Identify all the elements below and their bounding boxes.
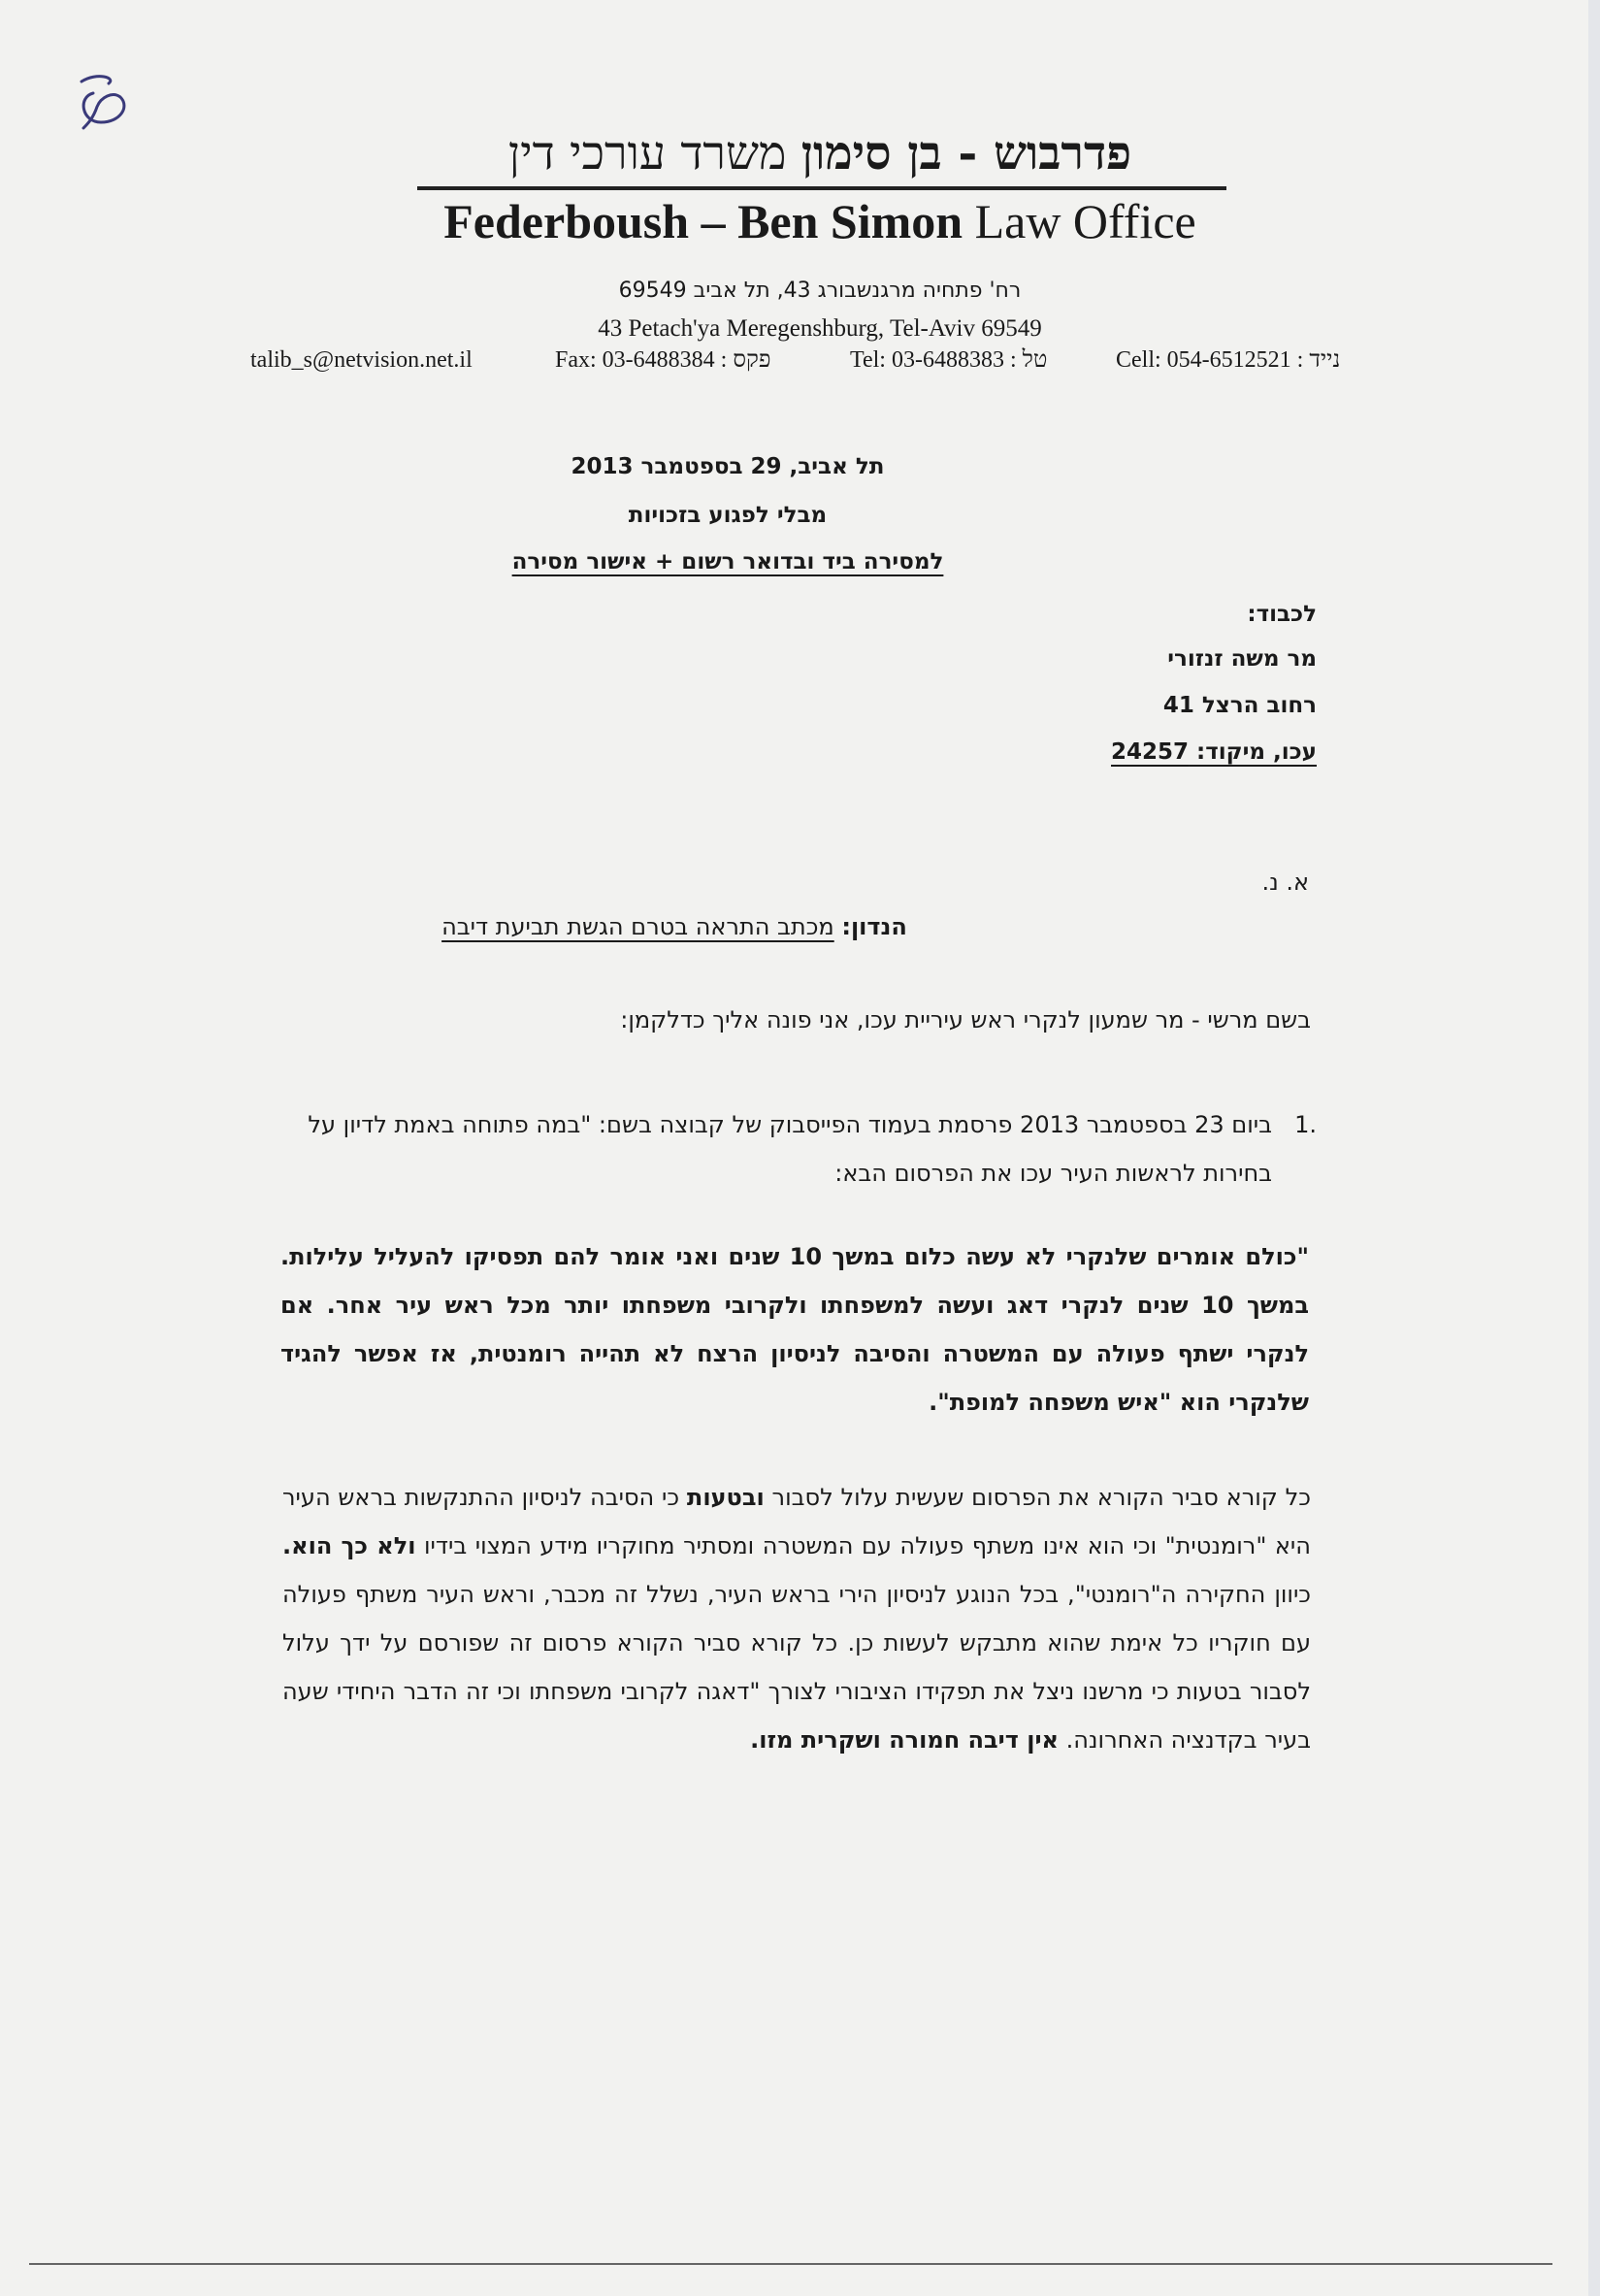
body-text-2: כי הסיבה לניסיון ההתנקשות בראש העיר היא "רומנטית" וכי הוא אינו משתף פעולה עם המשטרה ומסתיר מחוקריו מידע המצוי בידיו (282, 1484, 1311, 1559)
recipient-city: עכו, מיקוד: 24257 (1111, 739, 1317, 765)
firm-name-english-bold: Federboush – Ben Simon (443, 194, 963, 248)
cell-number: Cell: 054-6512521 : נייד (1116, 347, 1341, 373)
fax-number: Fax: 03-6488384 : פקס (555, 347, 771, 373)
firm-name-hebrew-rest: משרד עורכי דין (507, 126, 787, 180)
body-bold-2: ולא כך הוא. (282, 1532, 416, 1559)
body-text-3: כיוון החקירה ה"רומנטי", בכל הנוגע לניסיון הירי בראש העיר, נשלל זה מכבר, וראש העיר משתף פעולה עם חוקריו כל אימת שהוא מתבקש לעשות כן. כל קורא סביר הקורא פרסום זה שפורסם על ידך עלול לסבור בטעות כי מרשנו ניצל את תפקידו הציבורי לצורך "דאגה לקרובי משפחתו וכי זה הדבר היחידי שעה בעיר בקדנציה האחרונה. (282, 1581, 1311, 1754)
email-address: talib_s@netvision.net.il (250, 347, 473, 373)
body-bold-1: ובטעות (686, 1484, 765, 1511)
scan-edge (1588, 0, 1600, 2296)
list-item-number: .1 (1294, 1111, 1317, 1138)
body-paragraph (282, 1473, 1311, 1764)
salutation: א. נ. (1261, 869, 1309, 896)
list-item-text: ביום 23 בספטמבר 2013 פרסמת בעמוד הפייסבוק של קבוצה בשם: "במה פתוחה באמת לדיון על בחירות לראשות העיר עכו את הפרסום הבא: (308, 1111, 1272, 1187)
delivery-method: למסירה ביד ובדואר רשום + אישור מסירה (511, 549, 944, 574)
body-bold-3: אין דיבה חמורה ושקרית מזו. (750, 1726, 1059, 1754)
subject-label: הנדון: (841, 913, 907, 940)
date-line: תל אביב, 29 בספטמבר 2013 (571, 454, 885, 479)
firm-name-hebrew-bold: פדרבוש - בן סימון (800, 126, 1132, 180)
quoted-post: "כולם אומרים שלנקרי לא עשה כלום במשך 10 שנים ואני אומר להם תפסיקו להעליל עלילות. במשך 10 שנים לנקרי דאג ועשה למשפחתו ולקרובי משפחתו יותר מכל ראש עיר אחר. אם לנקרי ישתף פעולה עם המשטרה והסיבה לניסיון הרצח לא תהייה רומנטית, אז אפשר להגיד שלנקרי הוא "איש משפחה למופת". (280, 1243, 1310, 1416)
privilege-notice: מבלי לפגוע בזכויות (628, 503, 828, 528)
recipient-street: רחוב הרצל 41 (1162, 693, 1317, 718)
address-hebrew: רח' פתחיה מרגנשבורג 43, תל אביב 69549 (618, 279, 1022, 303)
firm-name-english (417, 190, 1223, 252)
intro-paragraph: בשם מרשי - מר שמעון לנקרי ראש עיריית עכו, אני פונה אליך כדלקמן: (620, 1006, 1311, 1033)
footer-rule (29, 2263, 1552, 2265)
subject-text: מכתב התראה בטרם הגשת תביעת דיבה (441, 913, 834, 940)
handwritten-mark-icon (68, 68, 146, 136)
body-text-1: כל קורא סביר הקורא את הפרסום שעשית עלול לסבור (771, 1484, 1311, 1511)
subject-line (320, 910, 1029, 943)
firm-name-hebrew (417, 124, 1223, 182)
firm-name-english-rest: Law Office (974, 194, 1196, 248)
list-item-1 (269, 1100, 1317, 1197)
recipient-to: לכבוד: (1247, 602, 1317, 627)
address-english: 43 Petach'ya Meregenshburg, Tel-Aviv 69549 (598, 315, 1042, 342)
recipient-name: מר משה זנזורי (1167, 646, 1317, 672)
tel-number: Tel: 03-6488383 : טל (850, 347, 1048, 373)
